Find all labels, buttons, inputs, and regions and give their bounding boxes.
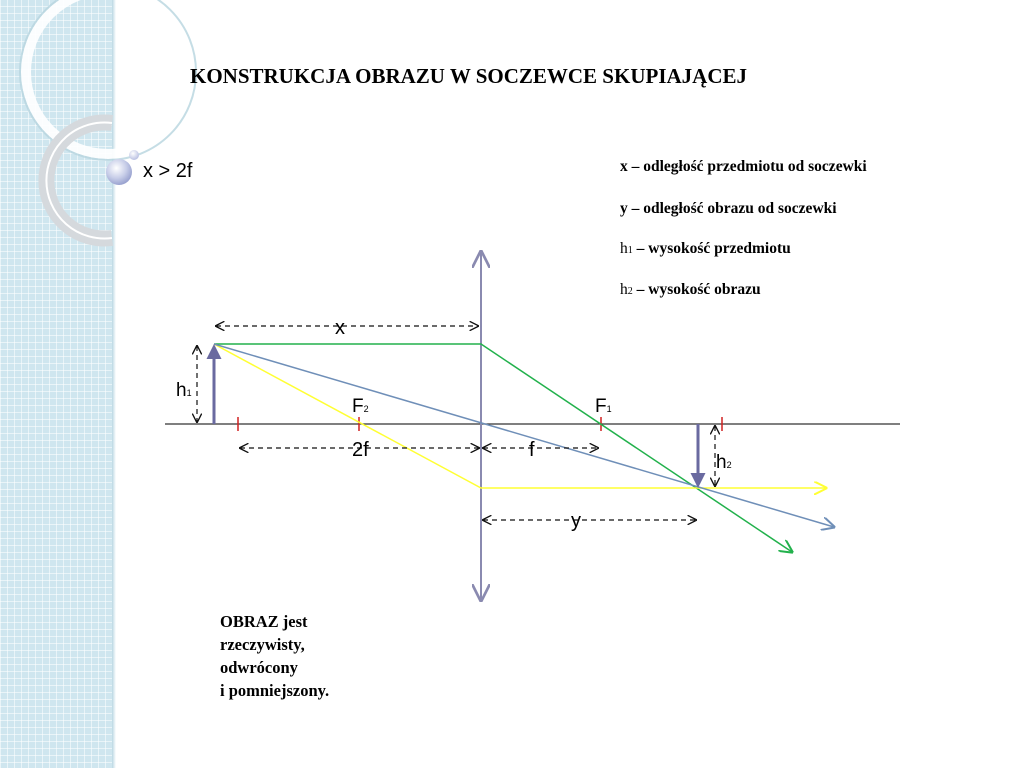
ray-through-center bbox=[214, 344, 834, 527]
legend-y: y – odległość obrazu od soczewki bbox=[620, 200, 837, 217]
label-h2-sub: 2 bbox=[726, 460, 732, 470]
label-h2 bbox=[716, 452, 732, 473]
label-F2-symbol: F bbox=[352, 396, 364, 417]
legend-h1-sub: 1 bbox=[627, 245, 633, 256]
legend-h1-symbol: h bbox=[620, 240, 628, 257]
conclusion-line-2: rzeczywisty, bbox=[220, 635, 305, 654]
condition-label: x > 2f bbox=[143, 160, 193, 182]
label-y: y bbox=[571, 510, 581, 532]
label-h1-symbol: h bbox=[176, 380, 187, 401]
ray-through-focus bbox=[214, 344, 826, 488]
conclusion-line-4: i pomniejszony. bbox=[220, 681, 330, 700]
label-h2-symbol: h bbox=[716, 452, 727, 473]
label-h1-sub: 1 bbox=[186, 388, 192, 398]
conclusion-line-1: OBRAZ jest bbox=[220, 612, 308, 631]
label-F1-symbol: F bbox=[595, 396, 607, 417]
legend-x: x – odległość przedmiotu od soczewki bbox=[620, 158, 867, 175]
legend-h1-text: – wysokość przedmiotu bbox=[632, 240, 791, 257]
conclusion-text bbox=[220, 610, 329, 702]
label-x: x bbox=[335, 317, 345, 339]
label-f: f bbox=[529, 439, 535, 461]
label-F2 bbox=[352, 396, 369, 417]
label-h1 bbox=[176, 380, 192, 401]
label-F1-sub: 1 bbox=[606, 404, 612, 414]
label-F2-sub: 2 bbox=[363, 404, 369, 414]
label-2f: 2f bbox=[352, 439, 369, 461]
legend-h2-symbol: h bbox=[620, 281, 628, 298]
conclusion-line-3: odwrócony bbox=[220, 658, 298, 677]
label-F1 bbox=[595, 396, 612, 417]
slide-title: KONSTRUKCJA OBRAZU W SOCZEWCE SKUPIAJĄCEJ bbox=[190, 64, 747, 88]
legend-h2-sub: 2 bbox=[627, 286, 633, 297]
legend-h2-text: – wysokość obrazu bbox=[632, 281, 761, 298]
